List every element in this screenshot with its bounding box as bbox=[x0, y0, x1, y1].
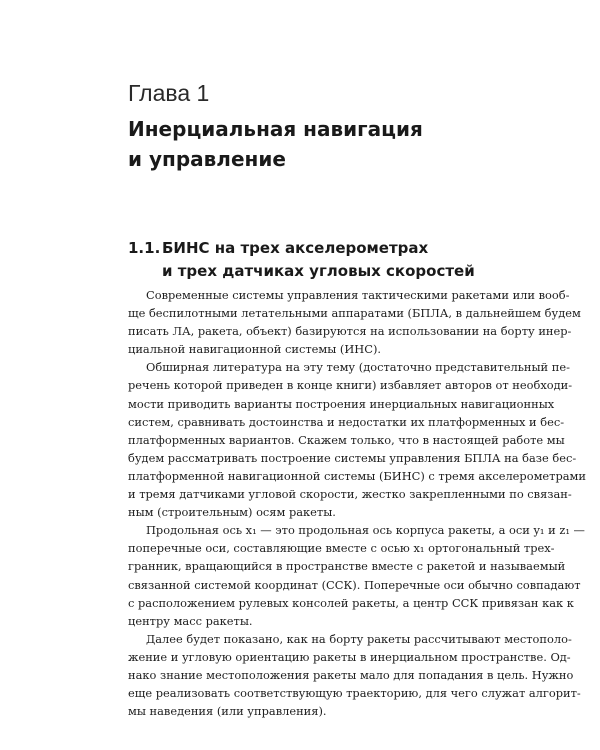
section-heading bbox=[128, 237, 475, 283]
section-number: 1.1. bbox=[128, 239, 161, 257]
paragraph-line: связанной системой координат (ССК). Поперечные оси обычно совпадают bbox=[128, 577, 581, 592]
paragraph-line: циальной навигационной системы (ИНС). bbox=[128, 342, 382, 357]
paragraph-line: еще реализовать соответствующую траекторию, для чего служат алгорит- bbox=[128, 686, 581, 701]
paragraph-line: писать ЛА, ракета, объект) базируются на использовании на борту инер- bbox=[128, 324, 572, 339]
paragraph-line: ным (строительным) осям ракеты. bbox=[128, 505, 336, 520]
paragraph-line: мы наведения (или управления). bbox=[128, 704, 327, 719]
chapter-title bbox=[128, 114, 423, 174]
paragraph-line: речень которой приведен в конце книги) избавляет авторов от необходи- bbox=[128, 378, 573, 393]
paragraph-line: гранник, вращающийся в пространстве вместе с ракетой и называемый bbox=[128, 559, 566, 574]
paragraph-line: с расположением рулевых консолей ракеты, а центр ССК привязан как к bbox=[128, 595, 574, 610]
paragraph bbox=[128, 358, 587, 521]
paragraph-line: центру масс ракеты. bbox=[128, 613, 253, 628]
paragraph-line: Далее будет показано, как на борту ракеты рассчитывают местополо- bbox=[146, 631, 572, 646]
paragraph-line: мости приводить варианты построения инерциальных навигационных bbox=[128, 396, 555, 411]
section-title-line: БИНС на трех акселерометрах bbox=[162, 239, 429, 257]
paragraph-line: платформенной навигационной системы (БИНС) с тремя акселерометрами bbox=[128, 468, 587, 483]
chapter-label: Глава 1 bbox=[128, 80, 210, 106]
paragraph bbox=[128, 630, 581, 720]
paragraph bbox=[128, 521, 585, 630]
chapter-title-line: Инерциальная навигация bbox=[128, 117, 423, 141]
paragraph-line: поперечные оси, составляющие вместе с осью x₁ ортогональный трех- bbox=[128, 541, 555, 556]
paragraph-line: и тремя датчиками угловой скорости, жестко закрепленными по связан- bbox=[128, 487, 572, 502]
paragraph-line: жение и угловую ориентацию ракеты в инерциальном пространстве. Од- bbox=[128, 649, 571, 664]
paragraph-line: нако знание местоположения ракеты мало для попадания в цель. Нужно bbox=[128, 667, 574, 682]
paragraph-line: будем рассматривать построение системы управления БПЛА на базе бес- bbox=[128, 450, 577, 465]
paragraph-line: Современные системы управления тактическими ракетами или вооб- bbox=[146, 288, 570, 302]
section-title-line: и трех датчиках угловых скоростей bbox=[162, 262, 475, 280]
paragraph-line: ще беспилотными летательными аппаратами (БПЛА, в дальнейшем будем bbox=[128, 306, 581, 321]
paragraph bbox=[128, 286, 581, 358]
paragraph-line: Обширная литература на эту тему (достаточно представительный пе- bbox=[146, 360, 570, 375]
paragraph-line: систем, сравнивать достоинства и недостатки их платформенных и бес- bbox=[128, 414, 565, 429]
paragraph-line: платформенных вариантов. Скажем только, что в настоящей работе мы bbox=[128, 432, 565, 447]
chapter-title-line: и управление bbox=[128, 147, 286, 171]
paragraph-line: Продольная ось x₁ — это продольная ось корпуса ракеты, а оси y₁ и z₁ — bbox=[146, 523, 585, 538]
body-text bbox=[128, 286, 587, 720]
